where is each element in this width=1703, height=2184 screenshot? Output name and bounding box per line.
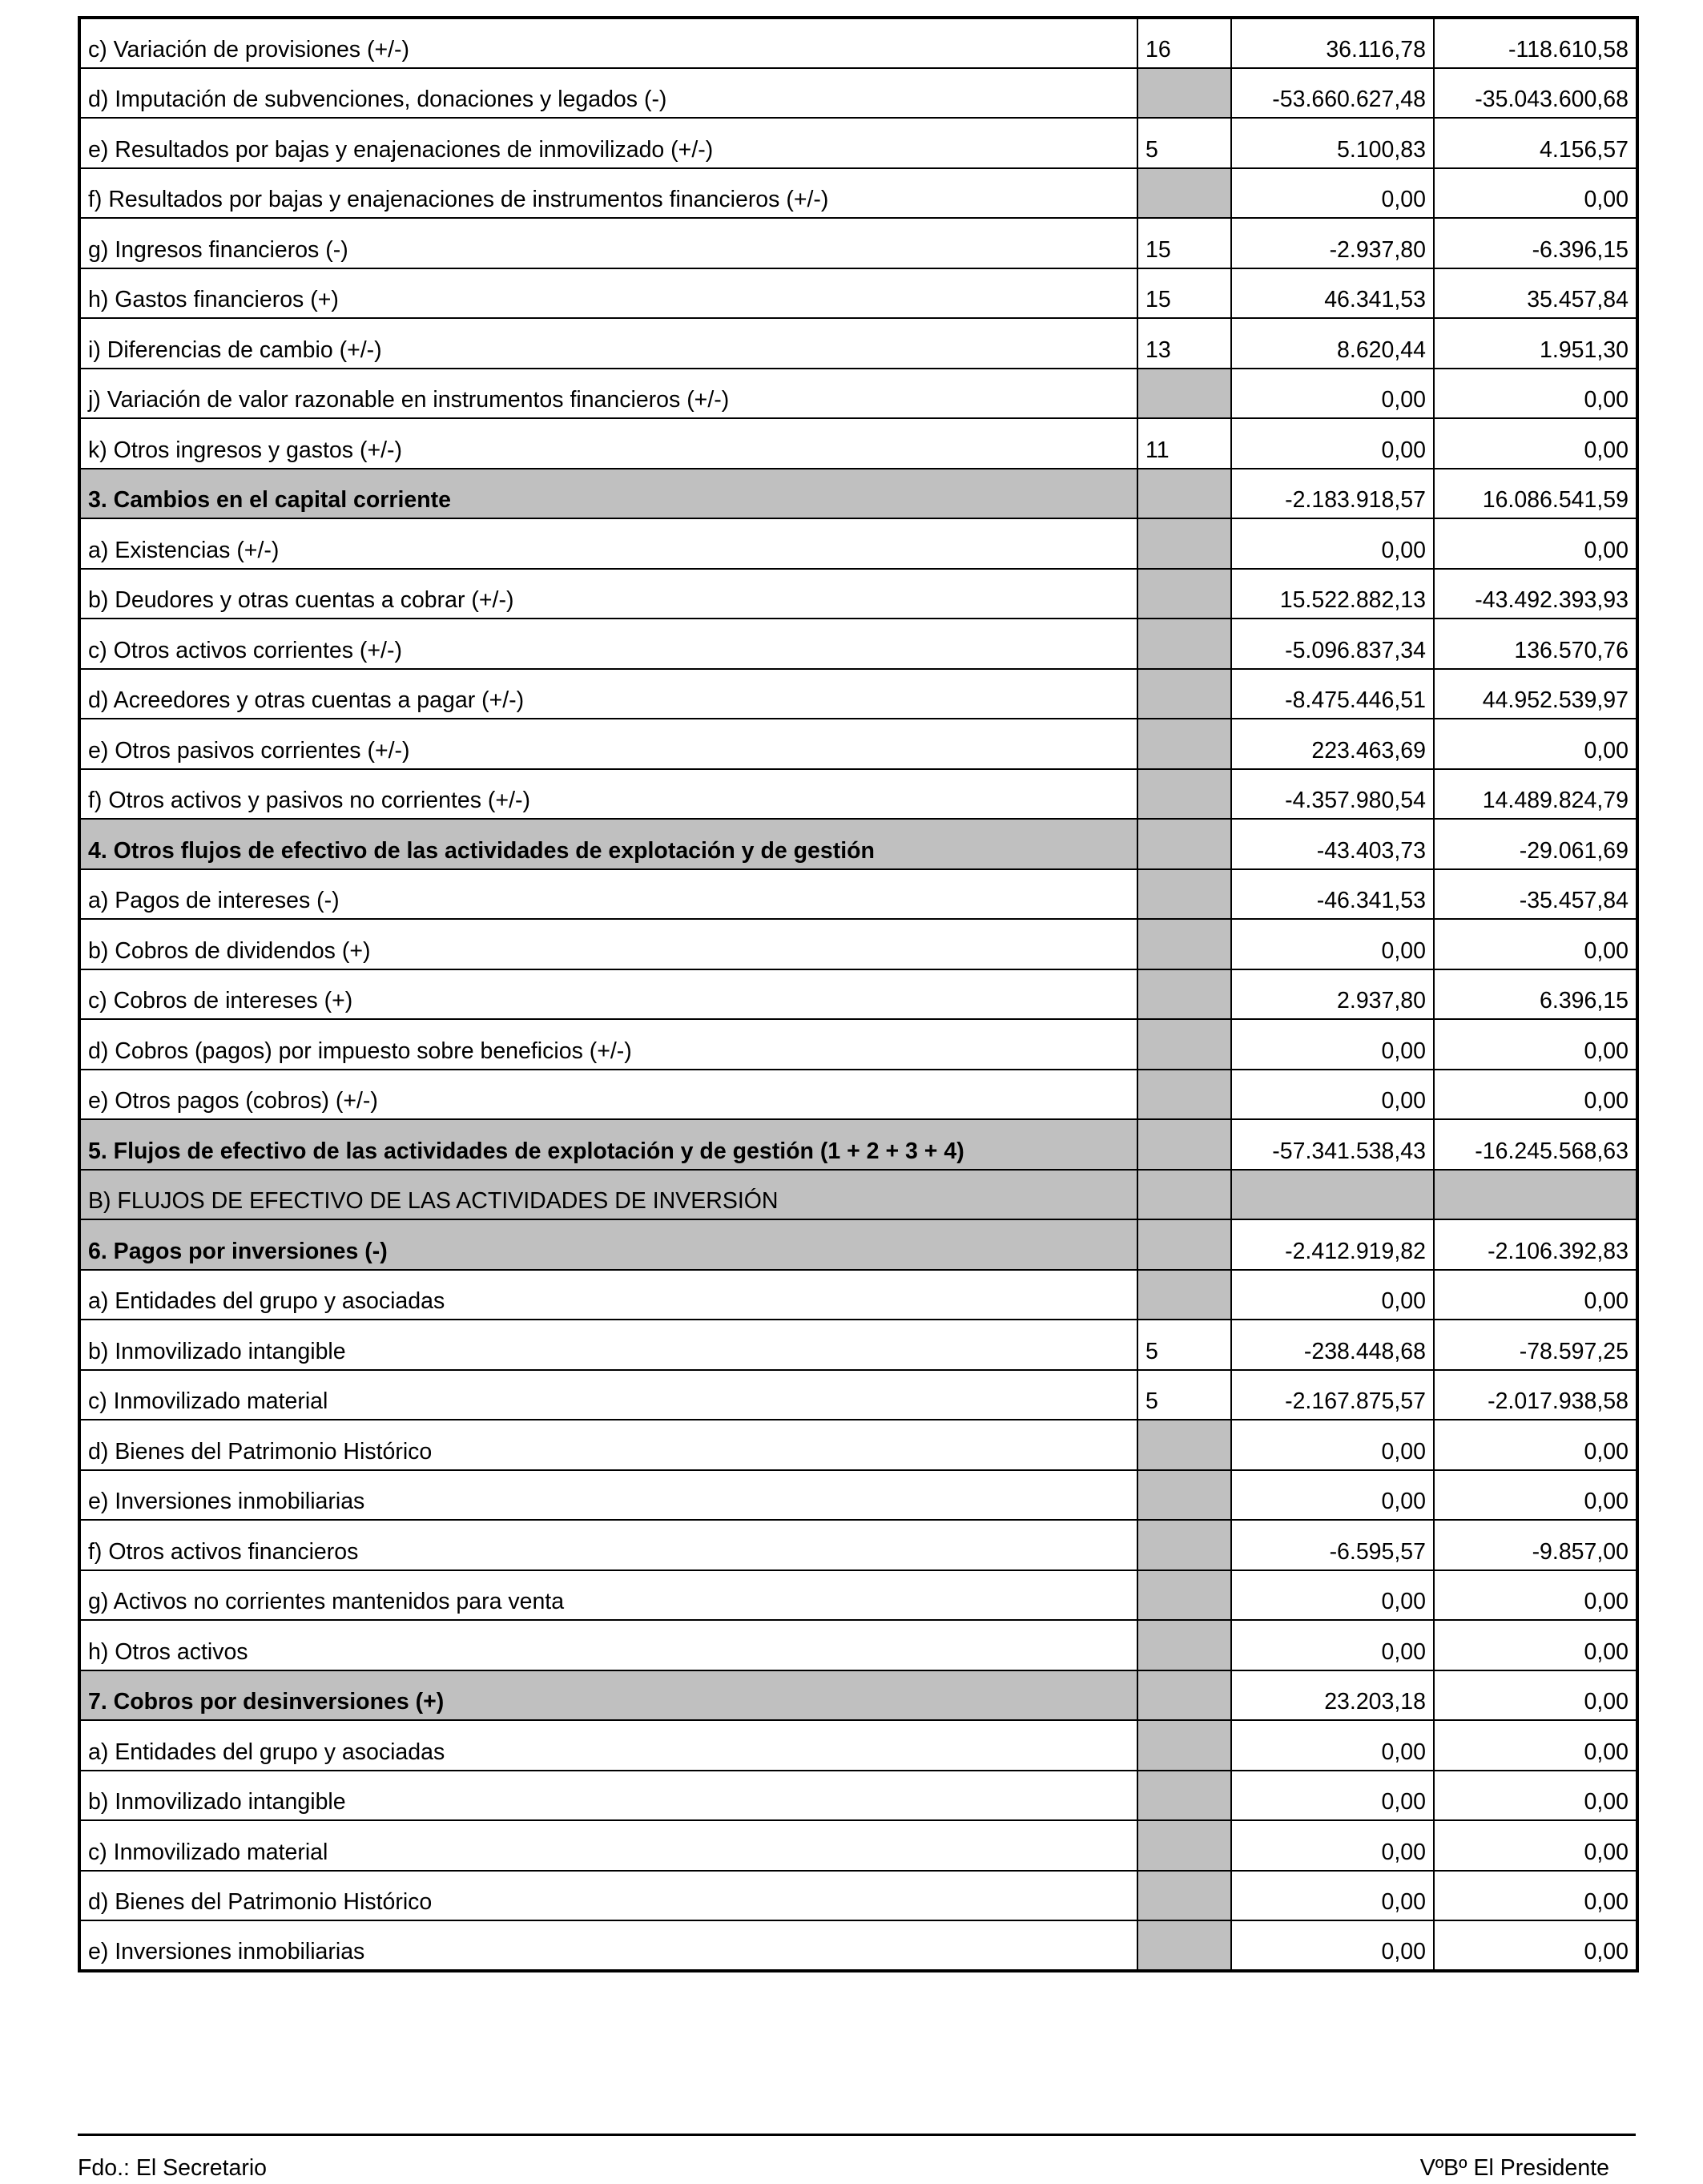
- row-value-previous-year: -2.106.392,83: [1434, 1219, 1637, 1270]
- row-value-previous-year: 14.489.824,79: [1434, 769, 1637, 820]
- row-note-ref: [1137, 1219, 1231, 1270]
- row-note-ref: [1137, 518, 1231, 569]
- row-label: c) Otros activos corrientes (+/-): [79, 619, 1137, 669]
- row-note-ref: [1137, 769, 1231, 820]
- row-value-previous-year: 44.952.539,97: [1434, 669, 1637, 719]
- row-label: b) Inmovilizado intangible: [79, 1320, 1137, 1370]
- row-value-previous-year: -43.492.393,93: [1434, 569, 1637, 619]
- row-label: c) Variación de provisiones (+/-): [79, 18, 1137, 68]
- row-value-previous-year: -2.017.938,58: [1434, 1370, 1637, 1420]
- row-note-ref: [1137, 1520, 1231, 1570]
- row-label: d) Cobros (pagos) por impuesto sobre beneficios (+/-): [79, 1019, 1137, 1070]
- row-value-previous-year: -6.396,15: [1434, 218, 1637, 268]
- row-value-previous-year: 0,00: [1434, 1420, 1637, 1470]
- row-value-current-year: -5.096.837,34: [1231, 619, 1434, 669]
- row-note-ref: [1137, 1420, 1231, 1470]
- table-row: [79, 769, 1637, 820]
- row-label: c) Inmovilizado material: [79, 1370, 1137, 1420]
- row-value-previous-year: -35.043.600,68: [1434, 68, 1637, 119]
- table-row: [79, 669, 1637, 719]
- table-row: [79, 68, 1637, 119]
- row-label: h) Otros activos: [79, 1620, 1137, 1670]
- row-note-ref: [1137, 1019, 1231, 1070]
- table-row: [79, 118, 1637, 168]
- row-value-previous-year: 0,00: [1434, 719, 1637, 769]
- row-value-current-year: 0,00: [1231, 418, 1434, 469]
- row-value-current-year: 0,00: [1231, 1820, 1434, 1871]
- row-value-previous-year: 0,00: [1434, 1070, 1637, 1120]
- row-label: f) Otros activos y pasivos no corrientes (+/-): [79, 769, 1137, 820]
- row-value-current-year: -2.937,80: [1231, 218, 1434, 268]
- row-value-previous-year: -16.245.568,63: [1434, 1119, 1637, 1170]
- row-label: d) Acreedores y otras cuentas a pagar (+/-): [79, 669, 1137, 719]
- row-value-current-year: 0,00: [1231, 1570, 1434, 1621]
- table-row: [79, 1370, 1637, 1420]
- row-note-ref: [1137, 68, 1231, 119]
- table-row: [79, 18, 1637, 68]
- row-note-ref: [1137, 1270, 1231, 1320]
- row-label: k) Otros ingresos y gastos (+/-): [79, 418, 1137, 469]
- row-label: e) Otros pagos (cobros) (+/-): [79, 1070, 1137, 1120]
- row-value-previous-year: 16.086.541,59: [1434, 469, 1637, 519]
- row-value-previous-year: 4.156,57: [1434, 118, 1637, 168]
- row-note-ref: [1137, 1470, 1231, 1521]
- row-label: 7. Cobros por desinversiones (+): [79, 1670, 1137, 1721]
- row-value-current-year: 15.522.882,13: [1231, 569, 1434, 619]
- row-value-previous-year: 0,00: [1434, 1019, 1637, 1070]
- row-note-ref: [1137, 1920, 1231, 1971]
- table-row-section-total: [79, 819, 1637, 869]
- row-value-current-year: 0,00: [1231, 1620, 1434, 1670]
- table-row-section-total: [79, 1219, 1637, 1270]
- row-note-ref: [1137, 819, 1231, 869]
- row-note-ref: [1137, 369, 1231, 419]
- row-note-ref: [1137, 919, 1231, 969]
- table-row: [79, 369, 1637, 419]
- row-value-current-year: -2.183.918,57: [1231, 469, 1434, 519]
- row-value-previous-year: 0,00: [1434, 1871, 1637, 1921]
- row-value-current-year: 46.341,53: [1231, 268, 1434, 319]
- row-value-current-year: 0,00: [1231, 919, 1434, 969]
- row-value-previous-year: 0,00: [1434, 1670, 1637, 1721]
- table-row: [79, 1620, 1637, 1670]
- table-row: [79, 1720, 1637, 1771]
- row-label: d) Imputación de subvenciones, donaciones y legados (-): [79, 68, 1137, 119]
- row-label: b) Deudores y otras cuentas a cobrar (+/-): [79, 569, 1137, 619]
- table-row: [79, 518, 1637, 569]
- row-note-ref: [1137, 1720, 1231, 1771]
- row-value-current-year: -43.403,73: [1231, 819, 1434, 869]
- row-value-current-year: 0,00: [1231, 518, 1434, 569]
- row-label: e) Inversiones inmobiliarias: [79, 1920, 1137, 1971]
- row-value-previous-year: -78.597,25: [1434, 1320, 1637, 1370]
- row-label: B) FLUJOS DE EFECTIVO DE LAS ACTIVIDADES DE INVERSIÓN: [79, 1170, 1137, 1220]
- row-value-current-year: -57.341.538,43: [1231, 1119, 1434, 1170]
- table-row: [79, 869, 1637, 920]
- table-row: [79, 418, 1637, 469]
- row-value-current-year: 0,00: [1231, 1420, 1434, 1470]
- row-value-current-year: -238.448,68: [1231, 1320, 1434, 1370]
- row-value-previous-year: 6.396,15: [1434, 969, 1637, 1020]
- row-value-current-year: -2.412.919,82: [1231, 1219, 1434, 1270]
- row-label: g) Activos no corrientes mantenidos para venta: [79, 1570, 1137, 1621]
- row-value-previous-year: 0,00: [1434, 1920, 1637, 1971]
- row-label: j) Variación de valor razonable en instrumentos financieros (+/-): [79, 369, 1137, 419]
- row-value-previous-year: 0,00: [1434, 1771, 1637, 1821]
- row-note-ref: [1137, 869, 1231, 920]
- row-value-current-year: -4.357.980,54: [1231, 769, 1434, 820]
- table-row: [79, 1520, 1637, 1570]
- row-label: 3. Cambios en el capital corriente: [79, 469, 1137, 519]
- row-value-previous-year: -9.857,00: [1434, 1520, 1637, 1570]
- row-value-previous-year: 1.951,30: [1434, 318, 1637, 369]
- row-value-previous-year: 136.570,76: [1434, 619, 1637, 669]
- table-row-section-total: [79, 1119, 1637, 1170]
- row-value-previous-year: 0,00: [1434, 418, 1637, 469]
- row-note-ref: [1137, 1871, 1231, 1921]
- table-row: [79, 168, 1637, 219]
- row-label: g) Ingresos financieros (-): [79, 218, 1137, 268]
- table-row-section-header: [79, 1170, 1637, 1220]
- row-label: a) Entidades del grupo y asociadas: [79, 1720, 1137, 1771]
- table-row: [79, 1470, 1637, 1521]
- table-row: [79, 1771, 1637, 1821]
- row-value-current-year: 2.937,80: [1231, 969, 1434, 1020]
- row-value-previous-year: 0,00: [1434, 1270, 1637, 1320]
- row-label: c) Inmovilizado material: [79, 1820, 1137, 1871]
- row-value-previous-year: 0,00: [1434, 168, 1637, 219]
- row-value-previous-year: -29.061,69: [1434, 819, 1637, 869]
- table-row: [79, 1270, 1637, 1320]
- row-value-previous-year: 0,00: [1434, 1570, 1637, 1621]
- row-value-current-year: -2.167.875,57: [1231, 1370, 1434, 1420]
- row-note-ref: [1137, 1620, 1231, 1670]
- row-note-ref: [1137, 1170, 1231, 1220]
- table-row: [79, 1320, 1637, 1370]
- row-label: e) Otros pasivos corrientes (+/-): [79, 719, 1137, 769]
- row-value-current-year: 0,00: [1231, 1019, 1434, 1070]
- row-label: h) Gastos financieros (+): [79, 268, 1137, 319]
- table-row: [79, 919, 1637, 969]
- row-label: a) Entidades del grupo y asociadas: [79, 1270, 1137, 1320]
- row-note-ref: [1137, 719, 1231, 769]
- signature-block: [78, 2134, 1636, 2184]
- row-label: 6. Pagos por inversiones (-): [79, 1219, 1137, 1270]
- row-value-current-year: -46.341,53: [1231, 869, 1434, 920]
- row-note-ref: [1137, 1670, 1231, 1721]
- row-value-current-year: 0,00: [1231, 1771, 1434, 1821]
- table-row-section-total: [79, 469, 1637, 519]
- row-label: a) Pagos de intereses (-): [79, 869, 1137, 920]
- row-value-current-year: 0,00: [1231, 1470, 1434, 1521]
- row-note-ref: [1137, 619, 1231, 669]
- row-value-current-year: 5.100,83: [1231, 118, 1434, 168]
- row-value-current-year: 0,00: [1231, 1070, 1434, 1120]
- row-label: 4. Otros flujos de efectivo de las actividades de explotación y de gestión: [79, 819, 1137, 869]
- row-note-ref: [1137, 469, 1231, 519]
- cash-flow-table: [78, 16, 1639, 1972]
- row-label: f) Resultados por bajas y enajenaciones de instrumentos financieros (+/-): [79, 168, 1137, 219]
- row-note-ref: 5: [1137, 1370, 1231, 1420]
- row-note-ref: 15: [1137, 268, 1231, 319]
- row-value-previous-year: 35.457,84: [1434, 268, 1637, 319]
- row-note-ref: 13: [1137, 318, 1231, 369]
- row-value-previous-year: 0,00: [1434, 919, 1637, 969]
- row-value-previous-year: 0,00: [1434, 1620, 1637, 1670]
- row-label: 5. Flujos de efectivo de las actividades de explotación y de gestión (1 + 2 + 3 + 4): [79, 1119, 1137, 1170]
- table-body: [79, 18, 1637, 1971]
- row-note-ref: 11: [1137, 418, 1231, 469]
- row-value-current-year: 0,00: [1231, 1270, 1434, 1320]
- row-note-ref: [1137, 168, 1231, 219]
- row-label: i) Diferencias de cambio (+/-): [79, 318, 1137, 369]
- table-row: [79, 1019, 1637, 1070]
- table-row: [79, 1871, 1637, 1921]
- row-value-current-year: 0,00: [1231, 1720, 1434, 1771]
- row-value-current-year: 36.116,78: [1231, 18, 1434, 68]
- table-row: [79, 218, 1637, 268]
- table-row: [79, 569, 1637, 619]
- row-note-ref: [1137, 1820, 1231, 1871]
- row-label: b) Inmovilizado intangible: [79, 1771, 1137, 1821]
- row-label: c) Cobros de intereses (+): [79, 969, 1137, 1020]
- row-value-current-year: -6.595,57: [1231, 1520, 1434, 1570]
- row-value-current-year: [1231, 1170, 1434, 1220]
- row-value-previous-year: 0,00: [1434, 518, 1637, 569]
- row-label: e) Resultados por bajas y enajenaciones de inmovilizado (+/-): [79, 118, 1137, 168]
- row-note-ref: 5: [1137, 1320, 1231, 1370]
- table-row: [79, 318, 1637, 369]
- table-row: [79, 1070, 1637, 1120]
- secretary-signature-label: Fdo.: El Secretario: [78, 2155, 268, 2181]
- row-label: a) Existencias (+/-): [79, 518, 1137, 569]
- table-row: [79, 1920, 1637, 1971]
- row-value-previous-year: 0,00: [1434, 1470, 1637, 1521]
- row-value-current-year: 0,00: [1231, 1871, 1434, 1921]
- row-note-ref: 16: [1137, 18, 1231, 68]
- table-row-section-total: [79, 1670, 1637, 1721]
- row-label: e) Inversiones inmobiliarias: [79, 1470, 1137, 1521]
- row-value-current-year: 223.463,69: [1231, 719, 1434, 769]
- row-label: f) Otros activos financieros: [79, 1520, 1137, 1570]
- row-value-previous-year: 0,00: [1434, 1720, 1637, 1771]
- row-value-previous-year: 0,00: [1434, 369, 1637, 419]
- row-value-current-year: 23.203,18: [1231, 1670, 1434, 1721]
- row-value-current-year: 0,00: [1231, 1920, 1434, 1971]
- row-note-ref: [1137, 569, 1231, 619]
- row-note-ref: 15: [1137, 218, 1231, 268]
- table-row: [79, 1570, 1637, 1621]
- row-note-ref: 5: [1137, 118, 1231, 168]
- row-value-current-year: -53.660.627,48: [1231, 68, 1434, 119]
- row-note-ref: [1137, 969, 1231, 1020]
- row-value-current-year: 0,00: [1231, 168, 1434, 219]
- table-row: [79, 1420, 1637, 1470]
- table-row: [79, 619, 1637, 669]
- row-value-previous-year: -35.457,84: [1434, 869, 1637, 920]
- row-label: b) Cobros de dividendos (+): [79, 919, 1137, 969]
- table-row: [79, 969, 1637, 1020]
- row-value-current-year: 8.620,44: [1231, 318, 1434, 369]
- row-note-ref: [1137, 669, 1231, 719]
- table-row: [79, 719, 1637, 769]
- row-note-ref: [1137, 1070, 1231, 1120]
- table-row: [79, 268, 1637, 319]
- row-value-current-year: 0,00: [1231, 369, 1434, 419]
- row-value-previous-year: 0,00: [1434, 1820, 1637, 1871]
- row-note-ref: [1137, 1570, 1231, 1621]
- table-row: [79, 1820, 1637, 1871]
- president-signature-label: VºBº El Presidente: [1419, 2155, 1609, 2181]
- cash-flow-statement: [78, 16, 1636, 1972]
- row-value-previous-year: [1434, 1170, 1637, 1220]
- row-label: d) Bienes del Patrimonio Histórico: [79, 1871, 1137, 1921]
- row-value-current-year: -8.475.446,51: [1231, 669, 1434, 719]
- row-value-previous-year: -118.610,58: [1434, 18, 1637, 68]
- row-note-ref: [1137, 1119, 1231, 1170]
- row-label: d) Bienes del Patrimonio Histórico: [79, 1420, 1137, 1470]
- row-note-ref: [1137, 1771, 1231, 1821]
